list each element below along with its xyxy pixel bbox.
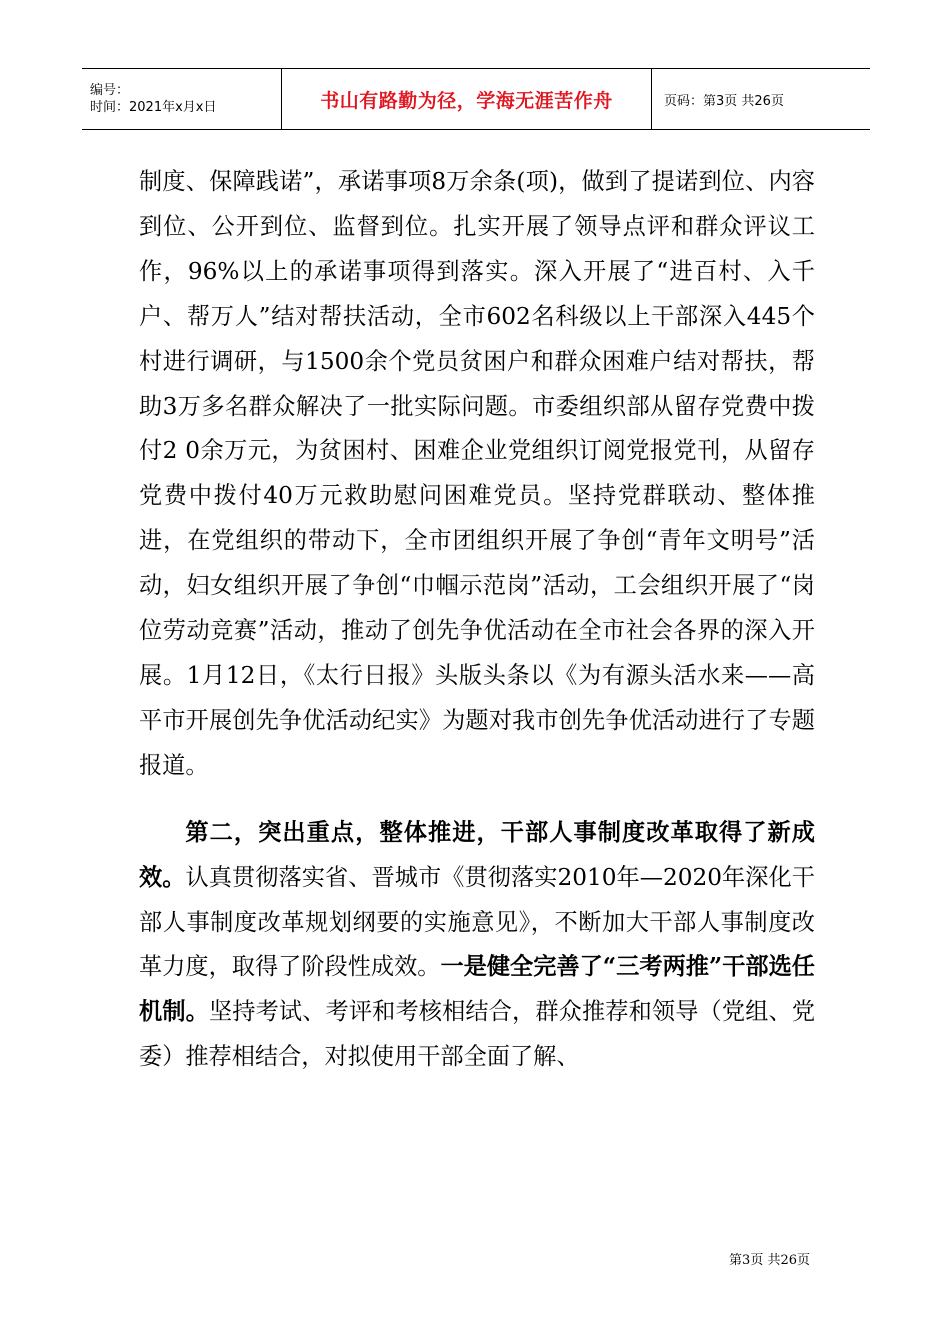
paragraph-2-subheading: 一是健全完善了“三考两推”干部选任机制。 [139,953,815,1026]
serial-label: 编号： [90,83,130,98]
paragraph-2-text-2: 坚持考试、考评和考核相结合，群众推荐和领导（党组、党委）推荐相结合，对拟使用干部全面了解、 [139,998,816,1071]
paragraph-2 [139,811,815,1080]
page-header [82,68,870,130]
page-footer: 第3页 共26页 [729,1253,810,1268]
paragraph-2-heading: 第二，突出重点，整体推进，干部人事制度改革取得了新成效。 [139,818,815,891]
header-meta [82,69,282,129]
paragraph-1: 制度、保障践诺”，承诺事项8万余条(项)，做到了提诺到位、内容到位、公开到位、监督到位。扎实开展了领导点评和群众评议工作，96%以上的承诺事项得到落实。深入开展了“进百村、入千户、帮万人”结对帮扶活动，全市602名科级以上干部深入445个村进行调研，与1500余个党员贫困户和群众困难户结对帮扶，帮助3万多名群众解决了一批实际问题。市委组织部从留存党费中拨付2 0余万元，为贫困村、困难企业党组织订阅党报党刊，从留存党费中拨付40万元救助慰问困难党员。坚持党群联动、整体推进，在党组织的带动下，全市团组织开展了争创“青年文明号”活动，妇女组织开展了争创“巾帼示范岗”活动，工会组织开展了“岗位劳动竞赛”活动，推动了创先争优活动在全市社会各界的深入开展。1月12日，《太行日报》头版头条以《为有源头活水来——高平市开展创先争优活动纪实》为题对我市创先争优活动进行了专题报道。 [139,168,815,779]
header-motto: 书山有路勤为径，学海无涯苦作舟 [282,69,652,129]
header-page-info: 页码：第3页 共26页 [664,93,784,109]
paragraph-2-text: 认真贯彻落实省、晋城市《贯彻落实2010年—2020年深化干部人事制度改革规划纲要的实施意见》，不断加大干部人事制度改革力度，取得了阶段性成效。 [139,863,815,981]
document-body [139,160,815,1080]
time-label: 时间：2021年x月x日 [90,100,217,115]
